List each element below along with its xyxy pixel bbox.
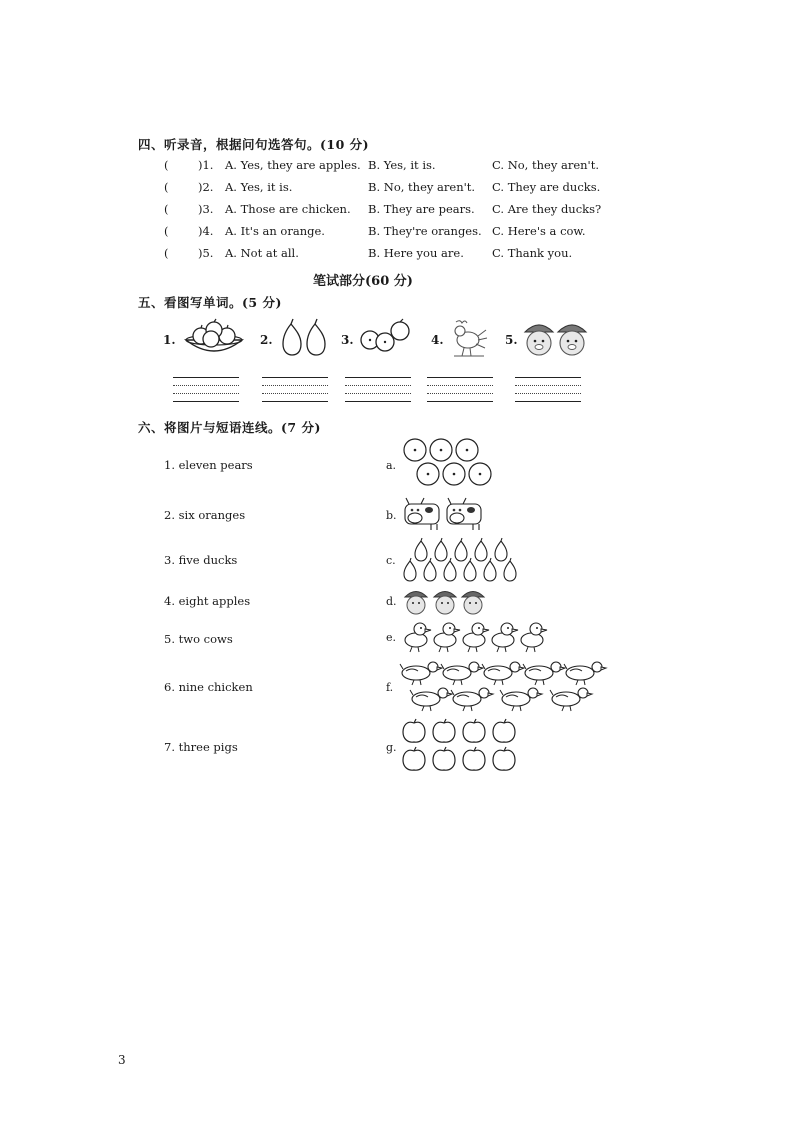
option-a: A. It's an orange. — [225, 224, 325, 238]
picture-letter: c. — [386, 554, 396, 567]
option-b: B. Here you are. — [368, 246, 464, 260]
apple-basket-icon — [183, 318, 245, 358]
chickens-group-icon[interactable] — [400, 661, 608, 713]
section-6-title: 六、将图片与短语连线。(7 分) — [138, 420, 321, 435]
chicken-icon — [448, 318, 488, 360]
answer-lines[interactable] — [427, 377, 493, 409]
phrase-item[interactable]: 2. six oranges — [164, 508, 246, 522]
item-number: 1. — [163, 333, 176, 347]
option-b: B. They're oranges. — [368, 224, 482, 238]
oranges-icon — [358, 318, 412, 356]
option-b: B. No, they aren't. — [368, 180, 476, 194]
ducks-group-icon[interactable] — [402, 620, 552, 654]
answer-paren[interactable]: ( — [164, 158, 169, 172]
option-a: A. Not at all. — [225, 246, 299, 260]
phrase-item[interactable]: 1. eleven pears — [164, 458, 253, 472]
pears-icon — [278, 318, 328, 358]
item-number: 4. — [431, 333, 444, 347]
apples-group-icon[interactable] — [402, 718, 524, 772]
option-c: C. Thank you. — [492, 246, 573, 260]
section-5-title: 五、看图写单词。(5 分) — [138, 295, 282, 310]
item-number: 5. — [505, 333, 518, 347]
question-number: )3. — [198, 202, 214, 216]
answer-lines[interactable] — [262, 377, 328, 409]
question-number: )4. — [198, 224, 214, 238]
option-b: B. Yes, it is. — [368, 158, 436, 172]
picture-letter: f. — [386, 681, 394, 694]
question-number: )5. — [198, 246, 214, 260]
picture-letter: d. — [386, 595, 397, 608]
written-part-title: 笔试部分(60 分) — [313, 274, 413, 289]
option-c: C. Are they ducks? — [492, 202, 602, 216]
cows-group-icon[interactable] — [403, 496, 487, 532]
answer-lines[interactable] — [515, 377, 581, 409]
answer-paren[interactable]: ( — [164, 224, 169, 238]
answer-paren[interactable]: ( — [164, 202, 169, 216]
picture-letter: e. — [386, 631, 397, 644]
picture-letter: b. — [386, 509, 397, 522]
answer-paren[interactable]: ( — [164, 246, 169, 260]
option-a: A. Yes, it is. — [225, 180, 293, 194]
option-c: C. Here's a cow. — [492, 224, 586, 238]
pigs-group-icon[interactable] — [403, 587, 491, 617]
phrase-item[interactable]: 4. eight apples — [164, 594, 251, 608]
question-number: )2. — [198, 180, 214, 194]
phrase-item[interactable]: 3. five ducks — [164, 553, 238, 567]
option-b: B. They are pears. — [368, 202, 475, 216]
option-c: C. No, they aren't. — [492, 158, 599, 172]
oranges-group-icon[interactable] — [402, 438, 494, 488]
answer-lines[interactable] — [173, 377, 239, 409]
option-a: A. Yes, they are apples. — [225, 158, 361, 172]
option-a: A. Those are chicken. — [225, 202, 351, 216]
pears-group-icon[interactable] — [402, 538, 522, 582]
option-c: C. They are ducks. — [492, 180, 601, 194]
section-4-title: 四、听录音，根据问句选答句。(10 分) — [138, 137, 370, 152]
question-number: )1. — [198, 158, 214, 172]
picture-letter: g. — [386, 741, 397, 754]
page-number: 3 — [118, 1053, 126, 1067]
answer-lines[interactable] — [345, 377, 411, 409]
item-number: 3. — [341, 333, 354, 347]
pigs-icon — [522, 318, 590, 362]
picture-letter: a. — [386, 459, 397, 472]
item-number: 2. — [260, 333, 273, 347]
answer-paren[interactable]: ( — [164, 180, 169, 194]
phrase-item[interactable]: 6. nine chicken — [164, 680, 253, 694]
phrase-item[interactable]: 7. three pigs — [164, 740, 238, 754]
phrase-item[interactable]: 5. two cows — [164, 632, 233, 646]
